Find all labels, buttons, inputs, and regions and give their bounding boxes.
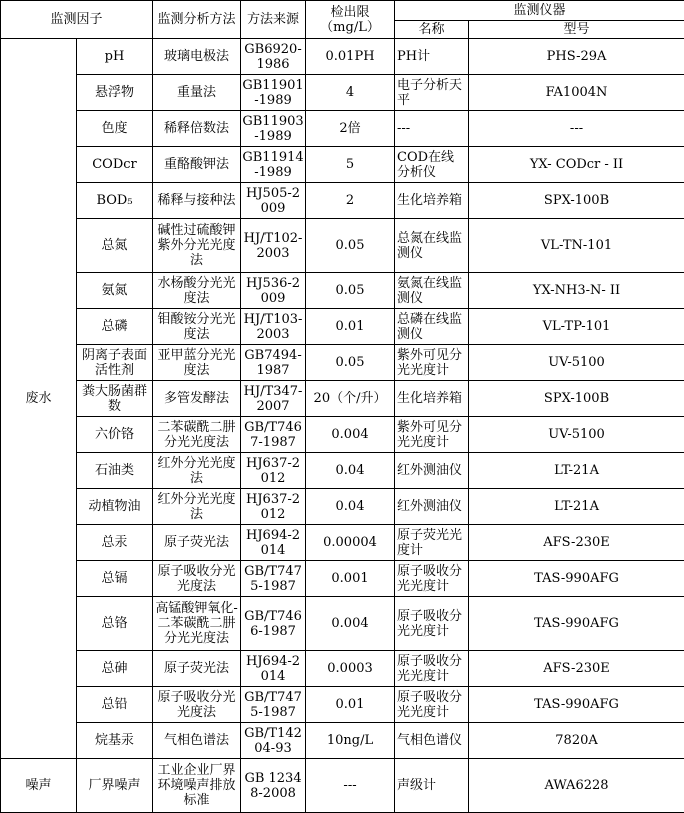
table-row	[1, 525, 684, 561]
header-inst-model: 型号	[469, 21, 684, 39]
cell-method: 原子荧光法	[153, 651, 241, 687]
header-instrument: 监测仪器	[395, 1, 684, 21]
cell-item: 动植物油	[77, 489, 153, 525]
table-row	[1, 381, 684, 417]
cell-limit: 10ng/L	[306, 723, 395, 759]
table-row	[1, 147, 684, 183]
cell-method: 重量法	[153, 75, 241, 111]
cell-instrument-name: 红外测油仪	[395, 489, 469, 525]
cell-instrument-model: YX-NH3-N- II	[469, 273, 684, 309]
table-row	[1, 687, 684, 723]
header-limit	[306, 1, 395, 39]
table-row	[1, 489, 684, 525]
cell-instrument-name: 红外测油仪	[395, 453, 469, 489]
cell-instrument-model: VL-TN-101	[469, 219, 684, 273]
cell-limit: 0.04	[306, 453, 395, 489]
cell-instrument-name: 原子吸收分光光度计	[395, 651, 469, 687]
cell-instrument-model: TAS-990AFG	[469, 561, 684, 597]
group-label-water: 废水	[1, 39, 77, 759]
cell-source: GB/T14204-93	[241, 723, 306, 759]
cell-instrument-name: 紫外可见分光光度计	[395, 345, 469, 381]
cell-instrument-name: 生化培养箱	[395, 183, 469, 219]
cell-item: 悬浮物	[77, 75, 153, 111]
cell-instrument-model: 7820A	[469, 723, 684, 759]
cell-source: GB/T7475-1987	[241, 561, 306, 597]
cell-limit: ---	[306, 759, 395, 813]
cell-instrument-model: LT-21A	[469, 453, 684, 489]
cell-method: 钼酸铵分光光度法	[153, 309, 241, 345]
header-row-1	[1, 1, 684, 21]
cell-instrument-name: 紫外可见分光光度计	[395, 417, 469, 453]
cell-method: 玻璃电极法	[153, 39, 241, 75]
cell-method: 重酪酸钾法	[153, 147, 241, 183]
cell-source: GB 12348-2008	[241, 759, 306, 813]
table-row	[1, 273, 684, 309]
cell-instrument-model: YX- CODcr - II	[469, 147, 684, 183]
cell-instrument-model: AFS-230E	[469, 525, 684, 561]
table-row	[1, 183, 684, 219]
table-row	[1, 111, 684, 147]
cell-limit: 0.05	[306, 219, 395, 273]
cell-source: GB/T7466-1987	[241, 597, 306, 651]
cell-method: 原子荧光法	[153, 525, 241, 561]
cell-limit: 20（个/升）	[306, 381, 395, 417]
cell-method: 碱性过硫酸钾紫外分光光度法	[153, 219, 241, 273]
table-row	[1, 597, 684, 651]
cell-item: CODcr	[77, 147, 153, 183]
table-row	[1, 75, 684, 111]
cell-limit: 0.04	[306, 489, 395, 525]
cell-method: 工业企业厂界环境噪声排放标准	[153, 759, 241, 813]
header-inst-name: 名称	[395, 21, 469, 39]
cell-instrument-name: 气相色谱仪	[395, 723, 469, 759]
cell-instrument-model: SPX-100B	[469, 381, 684, 417]
cell-item: 厂界噪声	[77, 759, 153, 813]
cell-method: 亚甲蓝分光光度法	[153, 345, 241, 381]
cell-instrument-name: 原子吸收分光光度计	[395, 561, 469, 597]
cell-method: 稀释与接种法	[153, 183, 241, 219]
cell-instrument-model: UV-5100	[469, 417, 684, 453]
cell-item: 总镉	[77, 561, 153, 597]
group-label-noise: 噪声	[1, 759, 77, 813]
table-row	[1, 39, 684, 75]
cell-method: 原子吸收分光光度法	[153, 687, 241, 723]
cell-limit: 0.01	[306, 309, 395, 345]
table-row	[1, 219, 684, 273]
cell-source: GB11901-1989	[241, 75, 306, 111]
cell-item: 粪大肠菌群数	[77, 381, 153, 417]
cell-limit: 0.004	[306, 417, 395, 453]
cell-source: HJ637-2012	[241, 489, 306, 525]
cell-source: GB/T7467-1987	[241, 417, 306, 453]
table-row	[1, 417, 684, 453]
cell-instrument-name: 氨氮在线监测仪	[395, 273, 469, 309]
cell-item: 阴离子表面活性剂	[77, 345, 153, 381]
table-row	[1, 651, 684, 687]
cell-method: 二苯碳酰二肼分光光度法	[153, 417, 241, 453]
cell-limit: 0.01	[306, 687, 395, 723]
cell-instrument-name: 原子吸收分光光度计	[395, 597, 469, 651]
cell-source: GB/T7475-1987	[241, 687, 306, 723]
header-method: 监测分析方法	[153, 1, 241, 39]
cell-source: GB7494-1987	[241, 345, 306, 381]
cell-method: 多管发酵法	[153, 381, 241, 417]
table-row	[1, 345, 684, 381]
cell-item: 总铬	[77, 597, 153, 651]
cell-source: HJ/T347-2007	[241, 381, 306, 417]
cell-item: BOD₅	[77, 183, 153, 219]
cell-limit: 0.05	[306, 273, 395, 309]
cell-instrument-model: TAS-990AFG	[469, 687, 684, 723]
cell-instrument-model: UV-5100	[469, 345, 684, 381]
cell-source: HJ/T103-2003	[241, 309, 306, 345]
cell-instrument-name: PH计	[395, 39, 469, 75]
cell-item: 总砷	[77, 651, 153, 687]
cell-source: HJ536-2009	[241, 273, 306, 309]
cell-limit: 0.01PH	[306, 39, 395, 75]
cell-instrument-name: 生化培养箱	[395, 381, 469, 417]
cell-method: 红外分光光度法	[153, 453, 241, 489]
cell-instrument-name: 总磷在线监测仪	[395, 309, 469, 345]
cell-item: 色度	[77, 111, 153, 147]
cell-source: GB11914-1989	[241, 147, 306, 183]
table-row	[1, 759, 684, 813]
cell-item: 总汞	[77, 525, 153, 561]
cell-item: 烷基汞	[77, 723, 153, 759]
cell-limit: 2	[306, 183, 395, 219]
cell-instrument-name: 电子分析天平	[395, 75, 469, 111]
cell-limit: 0.0003	[306, 651, 395, 687]
cell-source: HJ694-2014	[241, 525, 306, 561]
cell-source: HJ/T102-2003	[241, 219, 306, 273]
cell-instrument-name: 原子荧光光度计	[395, 525, 469, 561]
cell-instrument-name: COD在线分析仪	[395, 147, 469, 183]
cell-method: 原子吸收分光光度法	[153, 561, 241, 597]
cell-item: 石油类	[77, 453, 153, 489]
cell-instrument-model: VL-TP-101	[469, 309, 684, 345]
cell-method: 气相色谱法	[153, 723, 241, 759]
cell-item: pH	[77, 39, 153, 75]
cell-instrument-model: SPX-100B	[469, 183, 684, 219]
cell-limit: 2倍	[306, 111, 395, 147]
cell-source: HJ505-2009	[241, 183, 306, 219]
cell-source: GB6920-1986	[241, 39, 306, 75]
cell-instrument-name: 原子吸收分光光度计	[395, 687, 469, 723]
cell-instrument-name: 声级计	[395, 759, 469, 813]
cell-method: 水杨酸分光光度法	[153, 273, 241, 309]
header-limit-line1: 检出限	[307, 5, 393, 20]
table-row	[1, 453, 684, 489]
cell-item: 氨氮	[77, 273, 153, 309]
table-row	[1, 561, 684, 597]
cell-limit: 0.00004	[306, 525, 395, 561]
cell-instrument-model: AFS-230E	[469, 651, 684, 687]
cell-source: GB11903-1989	[241, 111, 306, 147]
cell-instrument-model: ---	[469, 111, 684, 147]
header-source: 方法来源	[241, 1, 306, 39]
header-limit-line2: （mg/L）	[307, 20, 393, 35]
cell-method: 稀释倍数法	[153, 111, 241, 147]
cell-instrument-model: FA1004N	[469, 75, 684, 111]
cell-limit: 0.001	[306, 561, 395, 597]
cell-item: 总磷	[77, 309, 153, 345]
cell-method: 红外分光光度法	[153, 489, 241, 525]
cell-instrument-model: TAS-990AFG	[469, 597, 684, 651]
cell-item: 总铅	[77, 687, 153, 723]
header-factor: 监测因子	[1, 1, 153, 39]
cell-limit: 0.05	[306, 345, 395, 381]
cell-instrument-model: PHS-29A	[469, 39, 684, 75]
cell-limit: 4	[306, 75, 395, 111]
cell-source: HJ694-2014	[241, 651, 306, 687]
cell-item: 六价铬	[77, 417, 153, 453]
cell-source: HJ637-2012	[241, 453, 306, 489]
cell-instrument-model: LT-21A	[469, 489, 684, 525]
cell-instrument-model: AWA6228	[469, 759, 684, 813]
cell-item: 总氮	[77, 219, 153, 273]
cell-limit: 0.004	[306, 597, 395, 651]
cell-limit: 5	[306, 147, 395, 183]
table-row	[1, 723, 684, 759]
cell-instrument-name: 总氮在线监测仪	[395, 219, 469, 273]
cell-instrument-name: ---	[395, 111, 469, 147]
table-row	[1, 309, 684, 345]
cell-method: 高锰酸钾氧化-二苯碳酰二肼分光光度法	[153, 597, 241, 651]
